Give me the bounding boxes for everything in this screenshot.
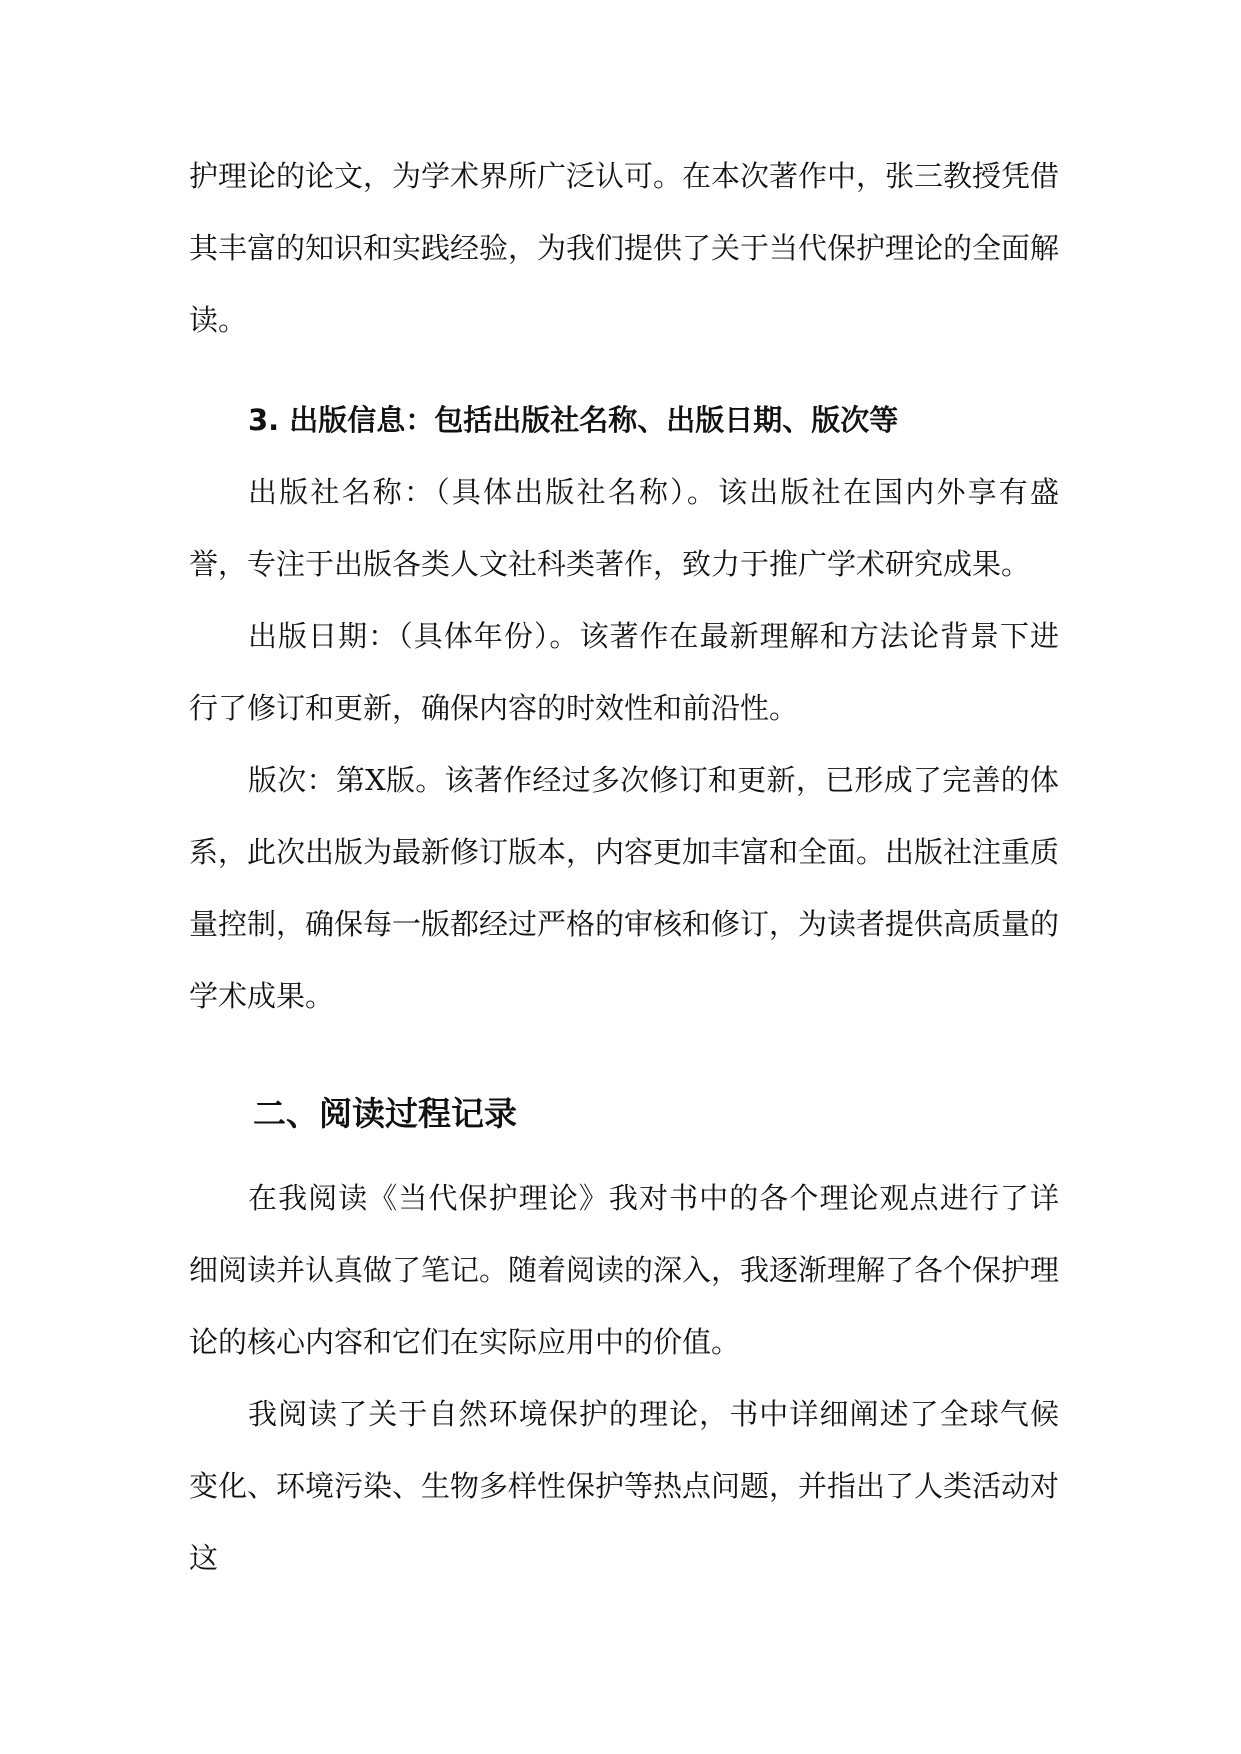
paragraph-publication-date: 出版日期：（具体年份）。该著作在最新理解和方法论背景下进行了修订和更新，确保内容的时效性和前沿性。 <box>189 619 1059 725</box>
paragraph-natural-environment: 我阅读了关于自然环境保护的理论，书中详细阐述了全球气候变化、环境污染、生物多样性保护等热点问题，并指出了人类活动对这 <box>189 1397 1060 1575</box>
paragraph-author-intro-continued: 护理论的论文，为学术界所广泛认可。在本次著作中，张三教授凭借其丰富的知识和实践经验，为我们提供了关于当代保护理论的全面解读。 <box>189 159 1060 337</box>
publication-info-heading: 3. 出版信息：包括出版社名称、出版日期、版次等 <box>248 403 899 437</box>
paragraph-reading-notes: 在我阅读《当代保护理论》我对书中的各个理论观点进行了详细阅读并认真做了笔记。随着阅读的深入，我逐渐理解了各个保护理论的核心内容和它们在实际应用中的价值。 <box>189 1181 1060 1359</box>
page-content <box>189 140 1059 1594</box>
section-title-reading-process: 二、阅读过程记录 <box>253 1094 517 1133</box>
paragraph-publisher-name: 出版社名称：（具体出版社名称）。该出版社在国内外享有盛誉，专注于出版各类人文社科类著作，致力于推广学术研究成果。 <box>189 475 1059 581</box>
paragraph-edition: 版次：第X版。该著作经过多次修订和更新，已形成了完善的体系，此次出版为最新修订版本，内容更加丰富和全面。出版社注重质量控制，确保每一版都经过严格的审核和修订，为读者提供高质量的学术成果。 <box>189 763 1060 1013</box>
